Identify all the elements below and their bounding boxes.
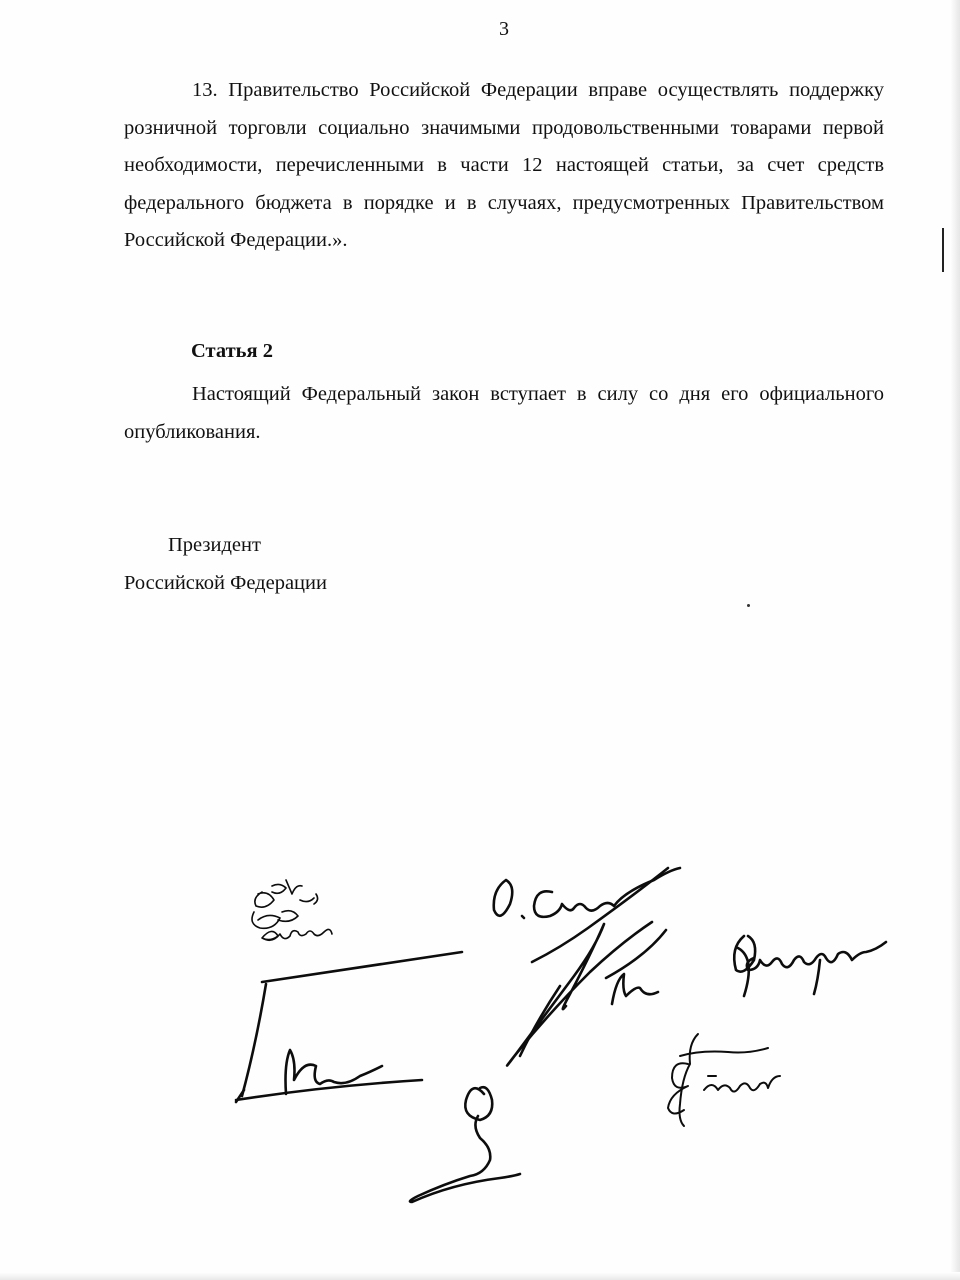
article-2-heading: Статья 2: [191, 340, 273, 362]
signatory-country: Российской Федерации: [124, 572, 327, 594]
signature-bottom-center: [410, 1087, 520, 1202]
signature-lower-right: [668, 1034, 780, 1126]
signature-right: [734, 936, 886, 996]
article-2-text: Настоящий Федеральный закон вступает в силу со дня его официального опубликования.: [124, 383, 884, 443]
signature-center: [494, 868, 680, 1066]
page-number: 3: [499, 18, 509, 40]
signature-box: [236, 952, 462, 1102]
paragraph-13: 13. Правительство Российской Федерации вправе осуществлять поддержку розничной торговли социально значимыми продовольственными товарами первой необходимости, перечисленными в части 12 настоящей статьи, за счет средств федерального бюджета в порядке и в случаях, предусмотренных Правительством Российской Федерации.».: [124, 79, 884, 252]
signatory-title: Президент: [168, 534, 261, 556]
signature-small-left: [252, 880, 332, 940]
